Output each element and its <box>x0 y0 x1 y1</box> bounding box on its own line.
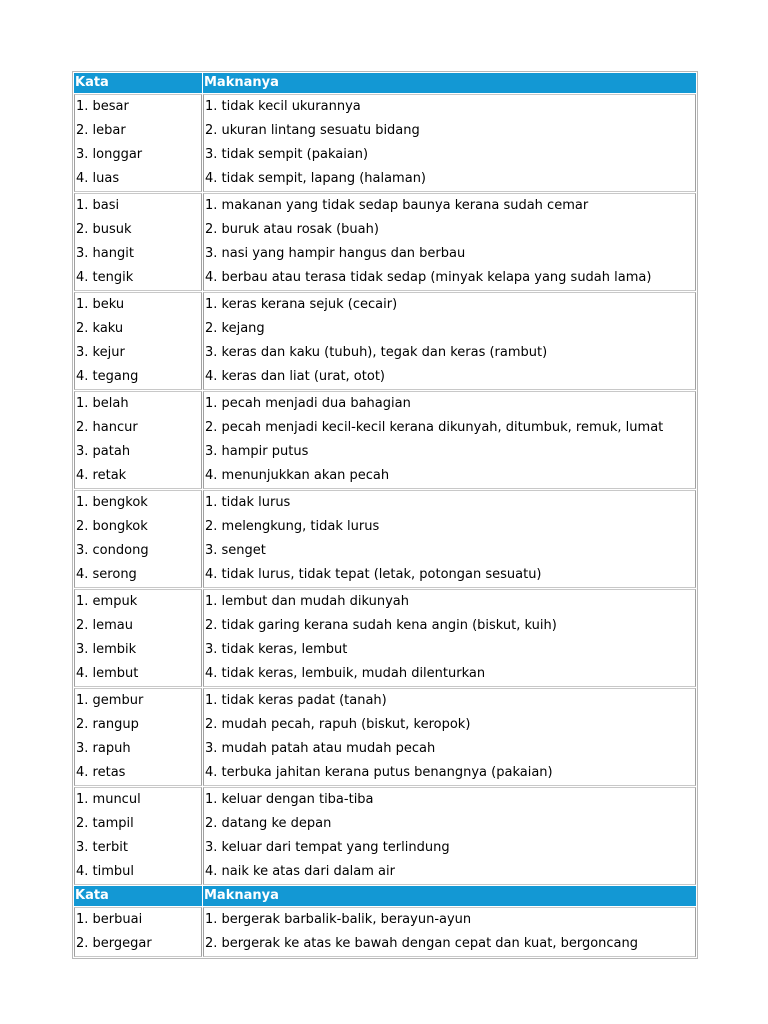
kata-text: 3. kejur <box>76 345 125 360</box>
makna-cell <box>203 688 696 786</box>
header-maknanya: Maknanya <box>203 886 696 906</box>
makna-text: 4. berbau atau terasa tidak sedap (minyak kelapa yang sudah lama) <box>205 270 652 285</box>
kata-text: 1. bengkok <box>76 495 148 510</box>
kata-cell <box>74 391 202 489</box>
kata-cell <box>74 193 202 291</box>
kata-text: 3. rapuh <box>76 741 131 756</box>
makna-cell <box>203 391 696 489</box>
makna-text: 1. tidak kecil ukurannya <box>205 99 361 114</box>
makna-text: 4. terbuka jahitan kerana putus benangnya (pakaian) <box>205 765 553 780</box>
table-row <box>74 193 696 291</box>
makna-cell <box>203 193 696 291</box>
makna-text: 3. mudah patah atau mudah pecah <box>205 741 436 756</box>
vocabulary-table-body <box>74 73 696 957</box>
header-kata: Kata <box>74 73 202 93</box>
makna-text: 3. tidak sempit (pakaian) <box>205 147 369 162</box>
kata-text: 2. bongkok <box>76 519 148 534</box>
kata-text: 2. rangup <box>76 717 139 732</box>
kata-text: 3. longgar <box>76 147 143 162</box>
kata-text: 4. retak <box>76 468 127 483</box>
makna-text: 3. keras dan kaku (tubuh), tegak dan keras (rambut) <box>205 345 548 360</box>
makna-text: 2. pecah menjadi kecil-kecil kerana dikunyah, ditumbuk, remuk, lumat <box>205 420 664 435</box>
makna-text: 1. lembut dan mudah dikunyah <box>205 594 409 609</box>
kata-text: 1. berbuai <box>76 912 143 927</box>
makna-text: 2. mudah pecah, rapuh (biskut, keropok) <box>205 717 471 732</box>
kata-text: 1. belah <box>76 396 129 411</box>
makna-cell <box>203 589 696 687</box>
makna-text: 3. senget <box>205 543 266 558</box>
makna-text: 1. bergerak barbalik-balik, berayun-ayun <box>205 912 472 927</box>
makna-text: 1. tidak lurus <box>205 495 291 510</box>
makna-text: 2. datang ke depan <box>205 816 332 831</box>
makna-text: 2. melengkung, tidak lurus <box>205 519 380 534</box>
makna-text: 2. ukuran lintang sesuatu bidang <box>205 123 420 138</box>
kata-cell <box>74 688 202 786</box>
makna-text: 1. pecah menjadi dua bahagian <box>205 396 411 411</box>
kata-text: 2. lemau <box>76 618 134 633</box>
makna-text: 4. naik ke atas dari dalam air <box>205 864 395 879</box>
kata-text: 2. tampil <box>76 816 134 831</box>
kata-text: 3. condong <box>76 543 149 558</box>
kata-text: 2. busuk <box>76 222 132 237</box>
table-row <box>74 292 696 390</box>
kata-text: 4. retas <box>76 765 126 780</box>
makna-text: 3. hampir putus <box>205 444 309 459</box>
makna-cell <box>203 94 696 192</box>
kata-text: 3. patah <box>76 444 131 459</box>
table-row <box>74 688 696 786</box>
makna-text: 4. menunjukkan akan pecah <box>205 468 390 483</box>
document-page <box>72 71 696 959</box>
kata-text: 1. empuk <box>76 594 138 609</box>
kata-cell <box>74 292 202 390</box>
makna-text: 2. kejang <box>205 321 265 336</box>
table-row <box>74 907 696 957</box>
table-row <box>74 94 696 192</box>
kata-text: 4. luas <box>76 171 120 186</box>
makna-cell <box>203 907 696 957</box>
kata-text: 4. serong <box>76 567 137 582</box>
makna-cell <box>203 292 696 390</box>
kata-text: 4. timbul <box>76 864 135 879</box>
kata-cell <box>74 490 202 588</box>
vocabulary-table <box>72 71 698 959</box>
makna-text: 1. keras kerana sejuk (cecair) <box>205 297 398 312</box>
table-row <box>74 391 696 489</box>
header-maknanya: Maknanya <box>203 73 696 93</box>
makna-cell <box>203 787 696 885</box>
kata-text: 2. bergegar <box>76 936 152 951</box>
kata-cell <box>74 787 202 885</box>
kata-cell <box>74 94 202 192</box>
kata-text: 1. besar <box>76 99 129 114</box>
makna-text: 4. tidak lurus, tidak tepat (letak, potongan sesuatu) <box>205 567 542 582</box>
kata-text: 1. basi <box>76 198 120 213</box>
table-header-row <box>74 886 696 906</box>
kata-text: 3. lembik <box>76 642 137 657</box>
kata-text: 1. gembur <box>76 693 144 708</box>
kata-text: 4. tegang <box>76 369 139 384</box>
makna-text: 4. tidak sempit, lapang (halaman) <box>205 171 426 186</box>
makna-text: 4. keras dan liat (urat, otot) <box>205 369 385 384</box>
table-row <box>74 787 696 885</box>
kata-cell <box>74 907 202 957</box>
header-kata: Kata <box>74 886 202 906</box>
makna-text: 1. makanan yang tidak sedap baunya kerana sudah cemar <box>205 198 589 213</box>
kata-text: 4. lembut <box>76 666 139 681</box>
makna-text: 2. buruk atau rosak (buah) <box>205 222 379 237</box>
makna-text: 1. tidak keras padat (tanah) <box>205 693 387 708</box>
makna-text: 3. keluar dari tempat yang terlindung <box>205 840 450 855</box>
makna-text: 3. tidak keras, lembut <box>205 642 348 657</box>
kata-text: 2. lebar <box>76 123 126 138</box>
kata-cell <box>74 589 202 687</box>
table-header-row <box>74 73 696 93</box>
table-row <box>74 589 696 687</box>
kata-text: 2. hancur <box>76 420 138 435</box>
makna-text: 3. nasi yang hampir hangus dan berbau <box>205 246 466 261</box>
makna-cell <box>203 490 696 588</box>
kata-text: 3. terbit <box>76 840 128 855</box>
kata-text: 3. hangit <box>76 246 134 261</box>
makna-text: 4. tidak keras, lembuik, mudah dilenturkan <box>205 666 486 681</box>
kata-text: 2. kaku <box>76 321 124 336</box>
makna-text: 1. keluar dengan tiba-tiba <box>205 792 374 807</box>
kata-text: 1. beku <box>76 297 125 312</box>
table-row <box>74 490 696 588</box>
kata-text: 4. tengik <box>76 270 134 285</box>
makna-text: 2. bergerak ke atas ke bawah dengan cepat dan kuat, bergoncang <box>205 936 639 951</box>
makna-text: 2. tidak garing kerana sudah kena angin (biskut, kuih) <box>205 618 557 633</box>
kata-text: 1. muncul <box>76 792 141 807</box>
